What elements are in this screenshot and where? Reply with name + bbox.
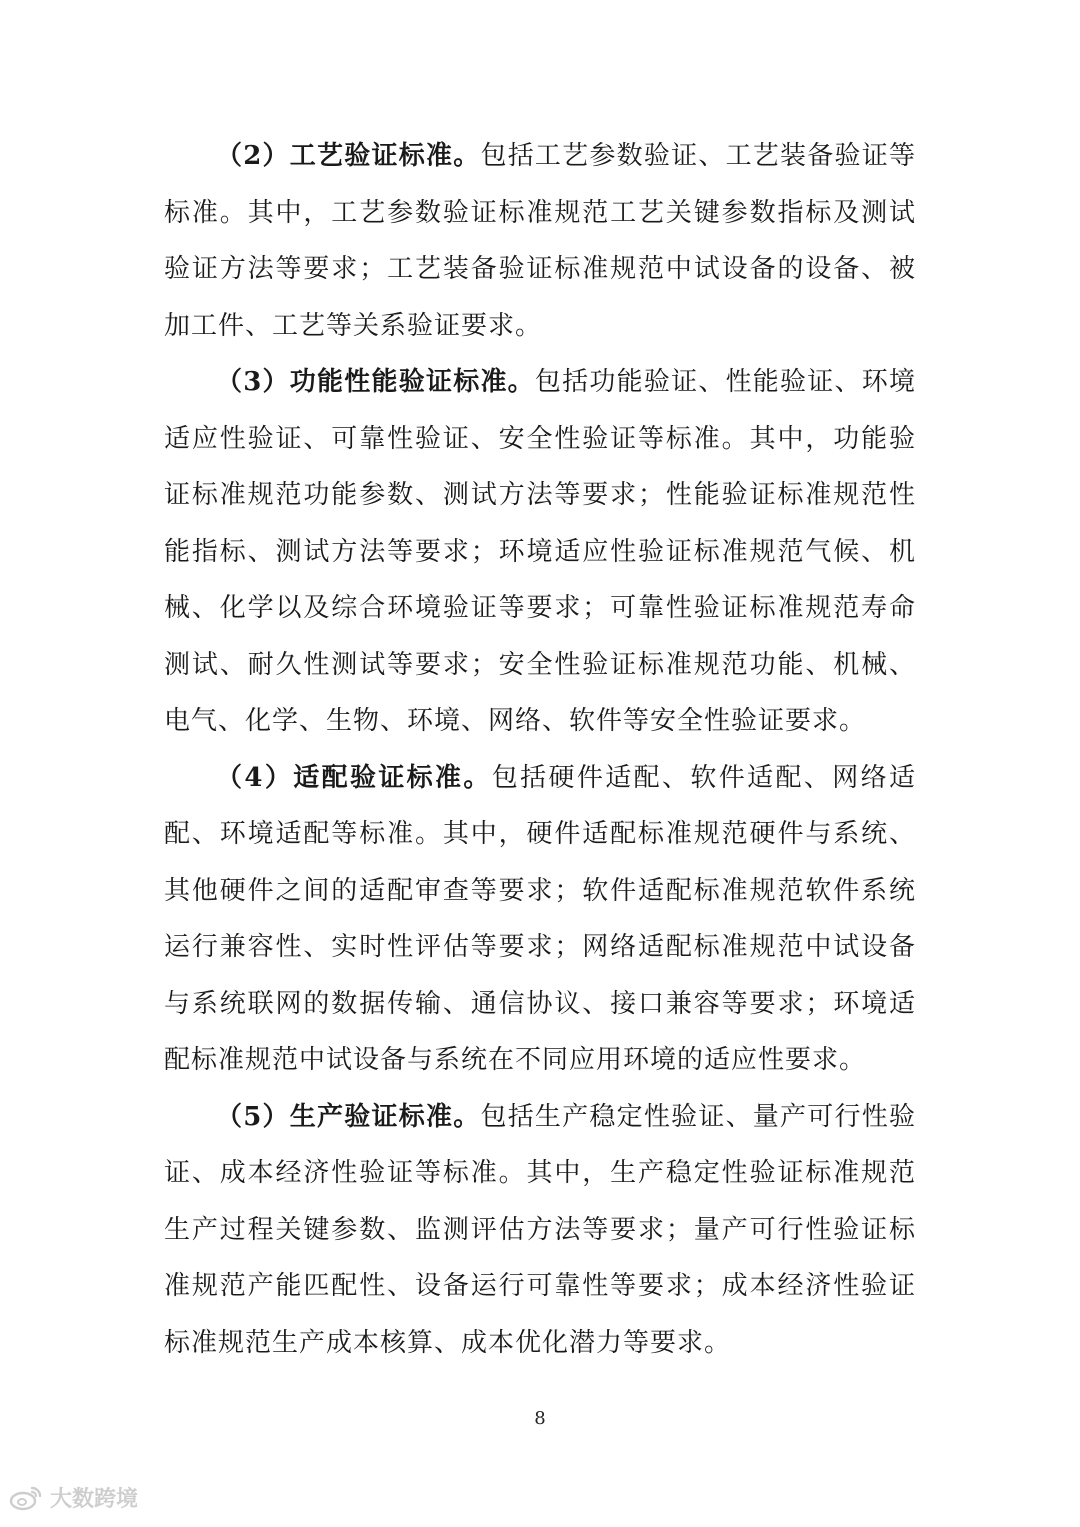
- paragraph-heading: （3）功能性能验证标准。: [216, 367, 535, 397]
- paragraph-process-validation: [164, 128, 916, 354]
- watermark-text: 大数跨境: [50, 1487, 139, 1512]
- watermark: [8, 1482, 138, 1513]
- page-number: 8: [534, 1408, 546, 1429]
- paragraph-production-validation: [164, 1089, 916, 1372]
- paragraph-function-performance-validation: [164, 354, 916, 750]
- document-body: [164, 128, 916, 1371]
- weibo-logo-icon: [8, 1484, 44, 1512]
- paragraph-heading: （2）工艺验证标准。: [216, 141, 481, 171]
- paragraph-text: 包括功能验证、性能验证、环境适应性验证、可靠性验证、安全性验证等标准。其中，功能验证标准规范功能参数、测试方法等要求；性能验证标准规范性能指标、测试方法等要求；环境适应性验证标准规范气候、机械、化学以及综合环境验证等要求；可靠性验证标准规范寿命测试、耐久性测试等要求；安全性验证标准规范功能、机械、电气、化学、生物、环境、网络、软件等安全性验证要求。: [164, 367, 916, 736]
- paragraph-text: 包括硬件适配、软件适配、网络适配、环境适配等标准。其中，硬件适配标准规范硬件与系统、其他硬件之间的适配审查等要求；软件适配标准规范软件系统运行兼容性、实时性评估等要求；网络适配标准规范中试设备与系统联网的数据传输、通信协议、接口兼容等要求；环境适配标准规范中试设备与系统在不同应用环境的适应性要求。: [164, 762, 916, 1075]
- paragraph-heading: （5）生产验证标准。: [216, 1101, 481, 1132]
- paragraph-heading: （4）适配验证标准。: [216, 762, 492, 793]
- paragraph-adaptation-validation: [164, 750, 916, 1089]
- paragraph-text: 包括生产稳定性验证、量产可行性验证、成本经济性验证等标准。其中，生产稳定性验证标准规范生产过程关键参数、监测评估方法等要求；量产可行性验证标准规范产能匹配性、设备运行可靠性等要求；成本经济性验证标准规范生产成本核算、成本优化潜力等要求。: [164, 1101, 916, 1358]
- paragraph-text: 包括工艺参数验证、工艺装备验证等标准。其中，工艺参数验证标准规范工艺关键参数指标及测试验证方法等要求；工艺装备验证标准规范中试设备的设备、被加工件、工艺等关系验证要求。: [164, 141, 916, 341]
